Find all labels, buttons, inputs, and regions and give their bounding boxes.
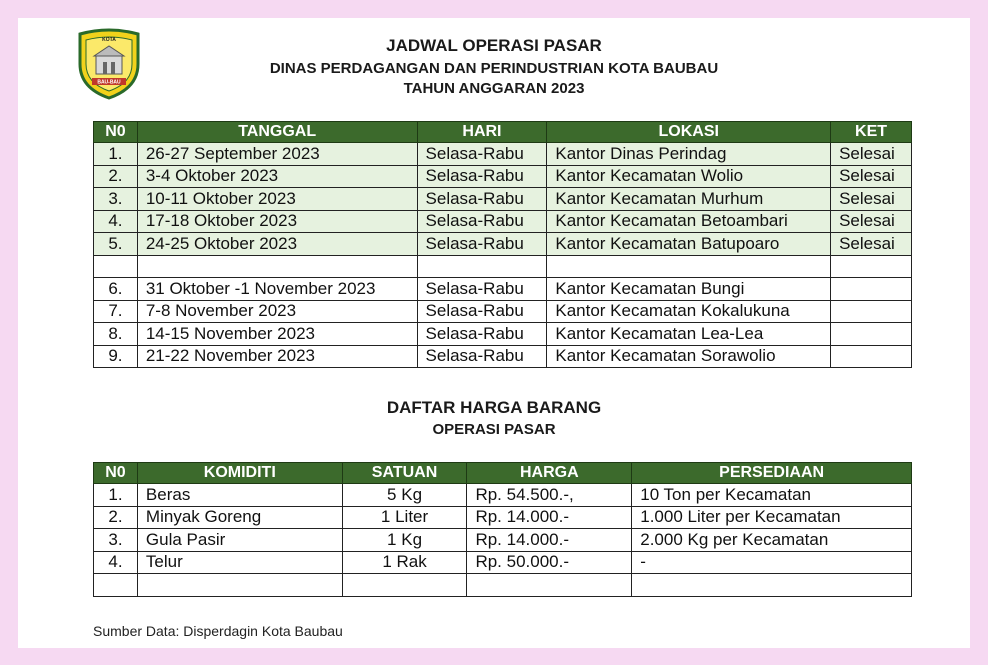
cell-tanggal [137, 255, 417, 278]
cell-no [94, 574, 138, 597]
cell-harga: Rp. 54.500.-, [467, 484, 632, 507]
table-row [94, 529, 912, 552]
col-header-harga: HARGA [467, 463, 632, 484]
cell-no: 4. [94, 551, 138, 574]
cell-no: 4. [94, 210, 138, 233]
cell-hari: Selasa-Rabu [417, 323, 547, 346]
table-row-empty [94, 255, 912, 278]
cell-no: 3. [94, 188, 138, 211]
col-header-lokasi: LOKASI [547, 122, 831, 143]
cell-no: 1. [94, 484, 138, 507]
cell-komoditi [137, 574, 342, 597]
cell-hari: Selasa-Rabu [417, 278, 547, 301]
cell-harga: Rp. 50.000.- [467, 551, 632, 574]
cell-satuan: 1 Rak [342, 551, 467, 574]
table-row [94, 165, 912, 188]
cell-no: 1. [94, 143, 138, 166]
agency-subtitle: DINAS PERDAGANGAN DAN PERINDUSTRIAN KOTA BAUBAU [269, 60, 719, 77]
cell-tanggal: 21-22 November 2023 [137, 345, 417, 368]
cell-lokasi: Kantor Kecamatan Kokalukuna [547, 300, 831, 323]
table-row [94, 551, 912, 574]
cell-tanggal: 17-18 Oktober 2023 [137, 210, 417, 233]
table-header-row [94, 122, 912, 143]
cell-no: 5. [94, 233, 138, 256]
cell-ket [831, 323, 912, 346]
col-header-tanggal: TANGGAL [137, 122, 417, 143]
cell-harga [467, 574, 632, 597]
cell-persediaan: 1.000 Liter per Kecamatan [632, 506, 912, 529]
cell-harga: Rp. 14.000.- [467, 529, 632, 552]
table-row [94, 188, 912, 211]
cell-no: 6. [94, 278, 138, 301]
table-row [94, 210, 912, 233]
col-header-hari: HARI [417, 122, 547, 143]
page-title: JADWAL OPERASI PASAR [386, 36, 602, 55]
table-row [94, 143, 912, 166]
cell-lokasi: Kantor Kecamatan Sorawolio [547, 345, 831, 368]
cell-tanggal: 24-25 Oktober 2023 [137, 233, 417, 256]
cell-ket [831, 255, 912, 278]
cell-no: 7. [94, 300, 138, 323]
cell-ket: Selesai [831, 210, 912, 233]
cell-ket [831, 278, 912, 301]
col-header-komoditi: KOMIDITI [137, 463, 342, 484]
cell-komoditi: Minyak Goreng [137, 506, 342, 529]
table-row [94, 484, 912, 507]
table-row [94, 345, 912, 368]
cell-tanggal: 26-27 September 2023 [137, 143, 417, 166]
cell-harga: Rp. 14.000.- [467, 506, 632, 529]
cell-persediaan [632, 574, 912, 597]
cell-hari: Selasa-Rabu [417, 165, 547, 188]
table-row [94, 323, 912, 346]
col-header-no: N0 [94, 122, 138, 143]
price-list-subtitle: OPERASI PASAR [432, 421, 556, 438]
cell-hari [417, 255, 547, 278]
cell-lokasi: Kantor Kecamatan Murhum [547, 188, 831, 211]
table-row [94, 300, 912, 323]
table-row [94, 233, 912, 256]
cell-lokasi: Kantor Kecamatan Wolio [547, 165, 831, 188]
cell-no [94, 255, 138, 278]
cell-komoditi: Beras [137, 484, 342, 507]
cell-komoditi: Telur [137, 551, 342, 574]
cell-lokasi [547, 255, 831, 278]
cell-hari: Selasa-Rabu [417, 188, 547, 211]
price-list-title: DAFTAR HARGA BARANG [386, 398, 602, 417]
col-header-satuan: SATUAN [342, 463, 467, 484]
cell-ket [831, 345, 912, 368]
cell-tanggal: 7-8 November 2023 [137, 300, 417, 323]
cell-lokasi: Kantor Kecamatan Betoambari [547, 210, 831, 233]
cell-satuan: 1 Kg [342, 529, 467, 552]
cell-no: 8. [94, 323, 138, 346]
table-row [94, 278, 912, 301]
cell-persediaan: 2.000 Kg per Kecamatan [632, 529, 912, 552]
fiscal-year: TAHUN ANGGARAN 2023 [403, 80, 585, 97]
svg-text:BAU-BAU: BAU-BAU [97, 79, 121, 86]
cell-satuan: 5 Kg [342, 484, 467, 507]
schedule-table [93, 121, 912, 368]
col-header-persediaan: PERSEDIAAN [632, 463, 912, 484]
cell-tanggal: 14-15 November 2023 [137, 323, 417, 346]
cell-ket: Selesai [831, 233, 912, 256]
cell-hari: Selasa-Rabu [417, 143, 547, 166]
cell-lokasi: Kantor Kecamatan Batupoaro [547, 233, 831, 256]
cell-satuan [342, 574, 467, 597]
cell-no: 2. [94, 165, 138, 188]
cell-persediaan: - [632, 551, 912, 574]
col-header-no: N0 [94, 463, 138, 484]
cell-ket: Selesai [831, 188, 912, 211]
cell-lokasi: Kantor Kecamatan Bungi [547, 278, 831, 301]
cell-no: 3. [94, 529, 138, 552]
table-header-row [94, 463, 912, 484]
cell-tanggal: 10-11 Oktober 2023 [137, 188, 417, 211]
cell-no: 2. [94, 506, 138, 529]
table-row [94, 506, 912, 529]
table-row-empty [94, 574, 912, 597]
cell-satuan: 1 Liter [342, 506, 467, 529]
price-table [93, 462, 912, 597]
cell-lokasi: Kantor Kecamatan Lea-Lea [547, 323, 831, 346]
cell-tanggal: 31 Oktober -1 November 2023 [137, 278, 417, 301]
cell-hari: Selasa-Rabu [417, 210, 547, 233]
cell-persediaan: 10 Ton per Kecamatan [632, 484, 912, 507]
col-header-ket: KET [831, 122, 912, 143]
cell-ket: Selesai [831, 143, 912, 166]
cell-hari: Selasa-Rabu [417, 345, 547, 368]
cell-komoditi: Gula Pasir [137, 529, 342, 552]
cell-ket [831, 300, 912, 323]
cell-no: 9. [94, 345, 138, 368]
cell-tanggal: 3-4 Oktober 2023 [137, 165, 417, 188]
cell-lokasi: Kantor Dinas Perindag [547, 143, 831, 166]
cell-ket: Selesai [831, 165, 912, 188]
data-source-note: Sumber Data: Disperdagin Kota Baubau [93, 623, 343, 639]
cell-hari: Selasa-Rabu [417, 300, 547, 323]
svg-text:KOTA: KOTA [102, 37, 116, 43]
cell-hari: Selasa-Rabu [417, 233, 547, 256]
